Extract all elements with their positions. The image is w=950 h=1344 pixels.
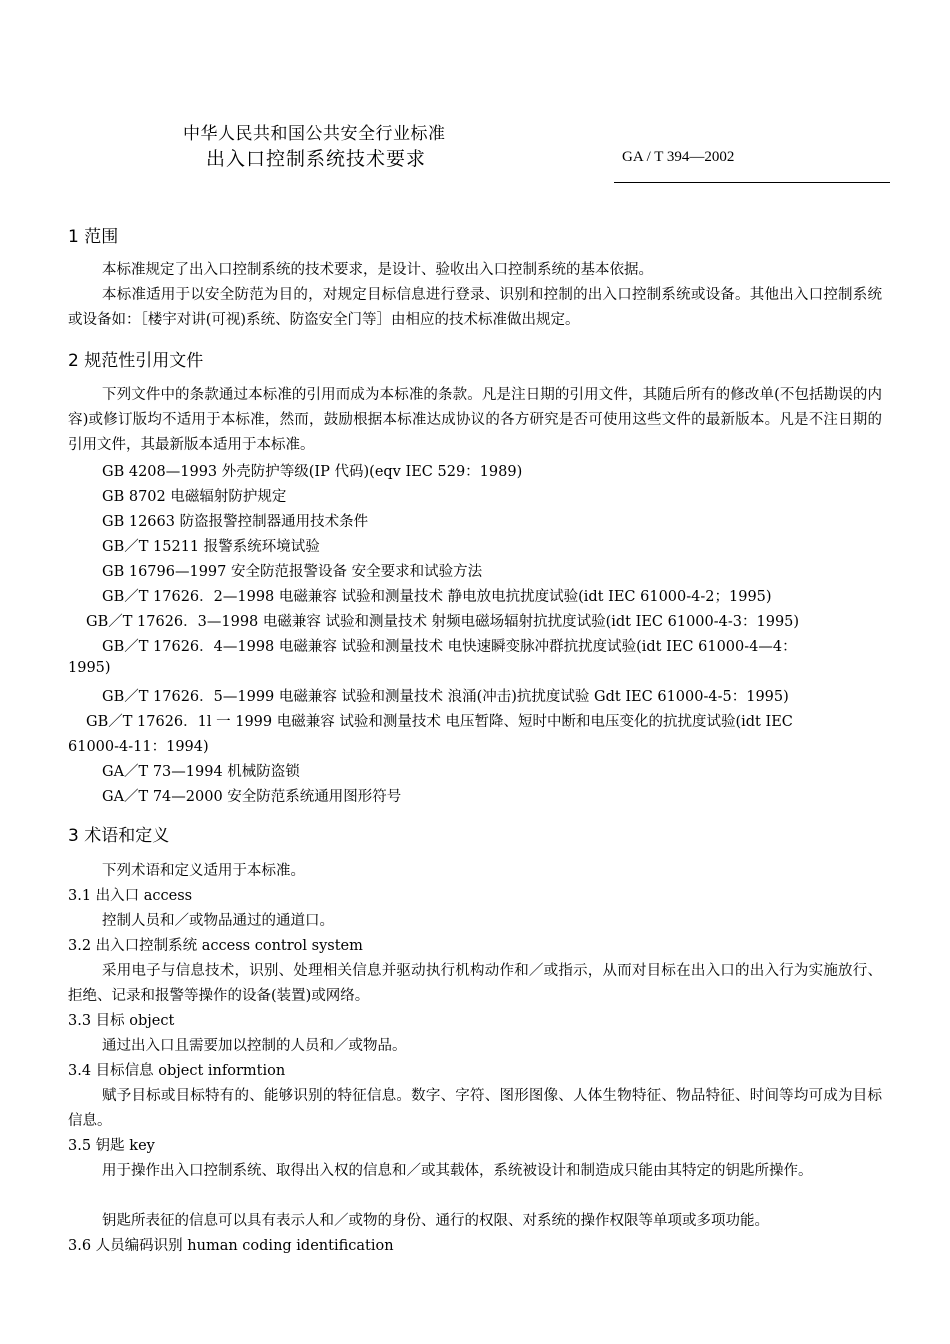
section-2-paragraph: 下列文件中的条款通过本标准的引用而成为本标准的条款。凡是注日期的引用文件，其随后所有的修改单(不包括勘误的内容)或修订版均不适用于本标准，然而，鼓励根据本标准达成协议的各方研究是否可使用这些文件的最新版本。凡是不注日期的引用文件，其最新版本适用于本标准。 (68, 387, 882, 453)
reference-item: GB／T 17626．1l 一 1999 电磁兼容 试验和测量技术 电压暂降、短时中断和电压变化的抗扰度试验(idt IEC (86, 714, 793, 730)
reference-item: GB／T 15211 报警系统环境试验 (102, 539, 320, 555)
term-3-4-definition: 赋予目标或目标特有的、能够识别的特征信息。数字、字符、图形图像、人体生物特征、物品特征、时间等均可成为目标信息。 (68, 1088, 882, 1129)
term-3-2: 3.2 出入口控制系统 access control system (68, 938, 363, 954)
reference-item: GB／T 17626．2—1998 电磁兼容 试验和测量技术 静电放电抗扰度试验(idt IEC 61000-4-2；1995) (102, 589, 772, 605)
term-3-6: 3.6 人员编码识别 human coding identification (68, 1238, 394, 1254)
term-3-3: 3.3 目标 object (68, 1013, 175, 1029)
reference-item: GA／T 73—1994 机械防盗锁 (102, 764, 300, 780)
reference-item: GB／T 17626．4—1998 电磁兼容 试验和测量技术 电快速瞬变脉冲群抗扰度试验(idt IEC 61000-4—4： (102, 639, 797, 655)
term-3-5-definition-1: 用于操作出入口控制系统、取得出入权的信息和／或其载体，系统被设计和制造成只能由其特定的钥匙所操作。 (102, 1163, 813, 1179)
reference-item: GB／T 17626．5—1999 电磁兼容 试验和测量技术 浪涌(冲击)抗扰度试验 Gdt IEC 61000-4-5：1995) (102, 689, 789, 705)
section-1-paragraph-1: 本标准规定了出入口控制系统的技术要求，是设计、验收出入口控制系统的基本依据。 (102, 262, 653, 278)
section-3-intro: 下列术语和定义适用于本标准。 (102, 863, 305, 879)
term-3-1-definition: 控制人员和／或物品通过的通道口。 (102, 913, 334, 929)
section-1-paragraph-2: 本标准适用于以安全防范为目的，对规定目标信息进行登录、识别和控制的出入口控制系统或设备。其他出入口控制系统或设备如：［楼宇对讲(可视)系统、防盗安全门等］由相应的技术标准做出规定。 (68, 287, 882, 328)
reference-item: GB 4208—1993 外壳防护等级(IP 代码)(eqv IEC 529：1989) (102, 464, 523, 480)
term-3-5-definition-2: 钥匙所表征的信息可以具有表示人和／或物的身份、通行的权限、对系统的操作权限等单项或多项功能。 (102, 1213, 769, 1229)
standard-org-line: 中华人民共和国公共安全行业标准 (183, 124, 446, 144)
section-1-heading: 1 范围 (68, 227, 119, 247)
reference-item: GB 8702 电磁辐射防护规定 (102, 489, 287, 505)
section-2-heading: 2 规范性引用文件 (68, 351, 204, 371)
document-title: 出入口控制系统技术要求 (206, 148, 427, 170)
reference-item: GA／T 74—2000 安全防范系统通用图形符号 (102, 789, 402, 805)
term-3-3-definition: 通过出入口且需要加以控制的人员和／或物品。 (102, 1038, 407, 1054)
term-3-2-definition: 采用电子与信息技术，识别、处理相关信息并驱动执行机构动作和／或指示，从而对目标在出入口的出入行为实施放行、拒绝、记录和报警等操作的设备(装置)或网络。 (68, 963, 882, 1004)
standard-code: GA / T 394—2002 (622, 149, 735, 165)
reference-item-continuation: 61000-4-11：1994) (68, 739, 209, 755)
header-rule (614, 182, 890, 183)
reference-item: GB 16796—1997 安全防范报警设备 安全要求和试验方法 (102, 564, 483, 580)
reference-item: GB 12663 防盗报警控制器通用技术条件 (102, 514, 369, 530)
term-3-1: 3.1 出入口 access (68, 888, 193, 904)
section-3-heading: 3 术语和定义 (68, 826, 170, 846)
reference-item: GB／T 17626．3—1998 电磁兼容 试验和测量技术 射频电磁场辐射抗扰度试验(idt IEC 61000-4-3：1995) (86, 614, 800, 630)
term-3-5: 3.5 钥匙 key (68, 1138, 155, 1154)
term-3-4: 3.4 目标信息 object informtion (68, 1063, 286, 1079)
reference-item-continuation: 1995) (68, 660, 111, 676)
